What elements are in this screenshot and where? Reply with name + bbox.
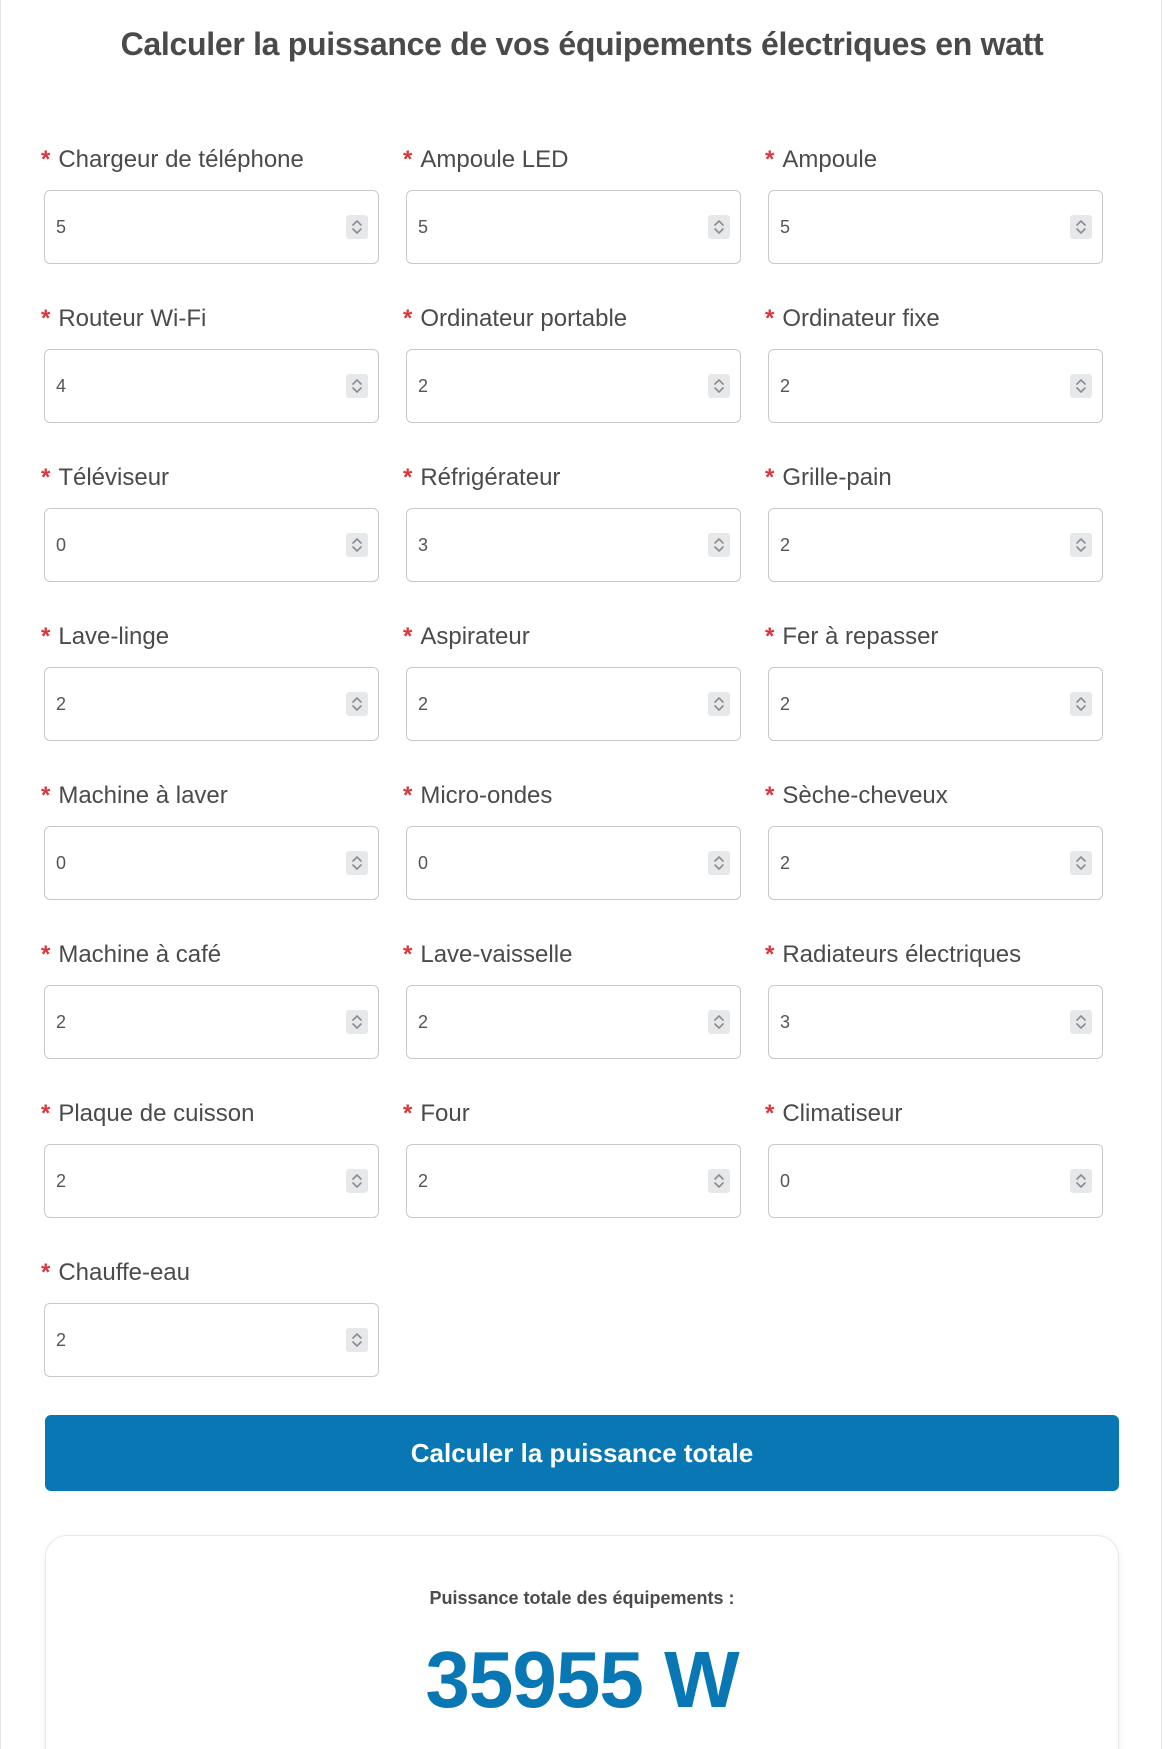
field-label <box>765 623 938 651</box>
equipment-field <box>403 617 743 776</box>
equipment-field <box>41 935 381 1094</box>
required-marker: * <box>41 941 51 968</box>
equipment-field <box>765 617 1105 776</box>
field-label-text: Grille-pain <box>782 464 892 491</box>
number-input-box <box>768 508 1103 582</box>
stepper-icon[interactable] <box>1070 374 1092 398</box>
required-marker: * <box>41 1259 51 1286</box>
required-marker: * <box>765 305 775 332</box>
quantity-input[interactable] <box>45 191 305 263</box>
field-label-text: Téléviseur <box>58 464 170 491</box>
field-label-text: Plaque de cuisson <box>58 1100 255 1127</box>
stepper-icon[interactable] <box>346 533 368 557</box>
quantity-input[interactable] <box>45 509 305 581</box>
number-input-box <box>44 190 379 264</box>
number-input-box <box>406 985 741 1059</box>
stepper-icon[interactable] <box>346 374 368 398</box>
result-value: 35955 W <box>425 1635 739 1724</box>
calculate-button[interactable]: Calculer la puissance totale <box>45 1415 1119 1491</box>
stepper-icon[interactable] <box>1070 1169 1092 1193</box>
number-input-box <box>406 349 741 423</box>
required-marker: * <box>41 1100 51 1127</box>
stepper-icon[interactable] <box>1070 851 1092 875</box>
number-input-box <box>406 826 741 900</box>
field-label <box>403 305 627 333</box>
required-marker: * <box>765 623 775 650</box>
field-label <box>41 941 221 969</box>
stepper-icon[interactable] <box>708 692 730 716</box>
number-input-box <box>44 826 379 900</box>
field-label <box>41 305 206 333</box>
required-marker: * <box>41 782 51 809</box>
quantity-input[interactable] <box>407 986 667 1058</box>
quantity-input[interactable] <box>45 668 305 740</box>
quantity-input[interactable] <box>769 827 1029 899</box>
equipment-field <box>403 299 743 458</box>
number-input-box <box>768 349 1103 423</box>
field-label <box>403 1100 470 1128</box>
stepper-icon[interactable] <box>708 533 730 557</box>
quantity-input[interactable] <box>407 509 667 581</box>
number-input-box <box>768 190 1103 264</box>
number-input-box <box>768 985 1103 1059</box>
stepper-icon[interactable] <box>346 215 368 239</box>
stepper-icon[interactable] <box>1070 215 1092 239</box>
quantity-input[interactable] <box>769 668 1029 740</box>
field-label-text: Four <box>420 1100 470 1127</box>
required-marker: * <box>41 623 51 650</box>
number-input-box <box>44 667 379 741</box>
field-label <box>765 464 892 492</box>
field-label-text: Micro-ondes <box>420 782 553 809</box>
required-marker: * <box>41 464 51 491</box>
quantity-input[interactable] <box>407 350 667 422</box>
required-marker: * <box>403 623 413 650</box>
number-input-box <box>44 1303 379 1377</box>
field-label-text: Chauffe-eau <box>58 1259 191 1286</box>
field-label-text: Machine à laver <box>58 782 228 809</box>
field-label-text: Chargeur de téléphone <box>58 146 304 173</box>
equipment-field <box>765 458 1105 617</box>
equipment-field <box>41 140 381 299</box>
field-label <box>765 146 877 174</box>
number-input-box <box>768 667 1103 741</box>
required-marker: * <box>765 782 775 809</box>
equipment-field <box>765 776 1105 935</box>
field-label <box>765 941 1021 969</box>
quantity-input[interactable] <box>45 350 305 422</box>
equipment-field <box>403 458 743 617</box>
field-label-text: Réfrigérateur <box>420 464 561 491</box>
field-label <box>41 1100 254 1128</box>
required-marker: * <box>41 305 51 332</box>
field-label <box>403 464 560 492</box>
number-input-box <box>406 1144 741 1218</box>
equipment-field <box>41 458 381 617</box>
field-label <box>41 1259 190 1287</box>
field-label <box>403 146 568 174</box>
field-label <box>765 305 940 333</box>
stepper-icon[interactable] <box>1070 1010 1092 1034</box>
equipment-field <box>765 299 1105 458</box>
required-marker: * <box>403 1100 413 1127</box>
quantity-input[interactable] <box>407 1145 667 1217</box>
equipment-field <box>41 1253 381 1412</box>
field-label <box>41 623 169 651</box>
equipment-field <box>41 1094 381 1253</box>
field-label-text: Aspirateur <box>420 623 530 650</box>
stepper-icon[interactable] <box>346 692 368 716</box>
quantity-input[interactable] <box>407 191 667 263</box>
quantity-input[interactable] <box>769 986 1029 1058</box>
required-marker: * <box>403 305 413 332</box>
quantity-input[interactable] <box>45 1304 305 1376</box>
field-label <box>765 1100 902 1128</box>
equipment-field <box>403 935 743 1094</box>
stepper-icon[interactable] <box>708 851 730 875</box>
stepper-icon[interactable] <box>346 1169 368 1193</box>
field-label-text: Ampoule <box>782 146 878 173</box>
quantity-input[interactable] <box>769 1145 1029 1217</box>
page-title: Calculer la puissance de vos équipements électriques en watt <box>120 26 1044 62</box>
required-marker: * <box>403 464 413 491</box>
required-marker: * <box>765 941 775 968</box>
required-marker: * <box>765 146 775 173</box>
field-label-text: Fer à repasser <box>782 623 939 650</box>
result-label: Puissance totale des équipements : <box>429 1588 735 1608</box>
stepper-icon[interactable] <box>708 374 730 398</box>
result-card <box>45 1535 1119 1749</box>
field-label-text: Machine à café <box>58 941 222 968</box>
number-input-box <box>768 1144 1103 1218</box>
equipment-field <box>41 617 381 776</box>
quantity-input[interactable] <box>45 827 305 899</box>
equipment-field <box>765 935 1105 1094</box>
quantity-input[interactable] <box>407 827 667 899</box>
equipment-field <box>41 776 381 935</box>
equipment-field <box>41 299 381 458</box>
stepper-icon[interactable] <box>346 851 368 875</box>
required-marker: * <box>403 941 413 968</box>
required-marker: * <box>41 146 51 173</box>
equipment-field <box>403 776 743 935</box>
equipment-field <box>765 1094 1105 1253</box>
field-label-text: Climatiseur <box>782 1100 903 1127</box>
field-label <box>403 623 530 651</box>
stepper-icon[interactable] <box>708 1169 730 1193</box>
field-label <box>41 782 228 810</box>
stepper-icon[interactable] <box>1070 533 1092 557</box>
number-input-box <box>44 985 379 1059</box>
field-label <box>403 941 572 969</box>
number-input-box <box>44 349 379 423</box>
equipment-field <box>403 1094 743 1253</box>
field-label-text: Ampoule LED <box>420 146 569 173</box>
number-input-box <box>768 826 1103 900</box>
number-input-box <box>406 667 741 741</box>
equipment-field <box>403 140 743 299</box>
field-label-text: Ordinateur fixe <box>782 305 940 332</box>
equipment-field <box>765 140 1105 299</box>
stepper-icon[interactable] <box>1070 692 1092 716</box>
field-label-text: Routeur Wi-Fi <box>58 305 207 332</box>
field-label <box>41 146 304 174</box>
stepper-icon[interactable] <box>346 1010 368 1034</box>
number-input-box <box>406 508 741 582</box>
fields-grid <box>41 140 1131 1412</box>
stepper-icon[interactable] <box>708 1010 730 1034</box>
required-marker: * <box>403 782 413 809</box>
required-marker: * <box>403 146 413 173</box>
field-label-text: Lave-vaisselle <box>420 941 573 968</box>
field-label-text: Lave-linge <box>58 623 170 650</box>
quantity-input[interactable] <box>769 191 1029 263</box>
field-label <box>765 782 948 810</box>
field-label-text: Ordinateur portable <box>420 305 628 332</box>
required-marker: * <box>765 1100 775 1127</box>
field-label <box>41 464 169 492</box>
number-input-box <box>406 190 741 264</box>
quantity-input[interactable] <box>45 986 305 1058</box>
quantity-input[interactable] <box>769 350 1029 422</box>
quantity-input[interactable] <box>407 668 667 740</box>
number-input-box <box>44 1144 379 1218</box>
field-label-text: Radiateurs électriques <box>782 941 1022 968</box>
required-marker: * <box>765 464 775 491</box>
number-input-box <box>44 508 379 582</box>
quantity-input[interactable] <box>45 1145 305 1217</box>
field-label-text: Sèche-cheveux <box>782 782 948 809</box>
quantity-input[interactable] <box>769 509 1029 581</box>
stepper-icon[interactable] <box>708 215 730 239</box>
field-label <box>403 782 552 810</box>
stepper-icon[interactable] <box>346 1328 368 1352</box>
